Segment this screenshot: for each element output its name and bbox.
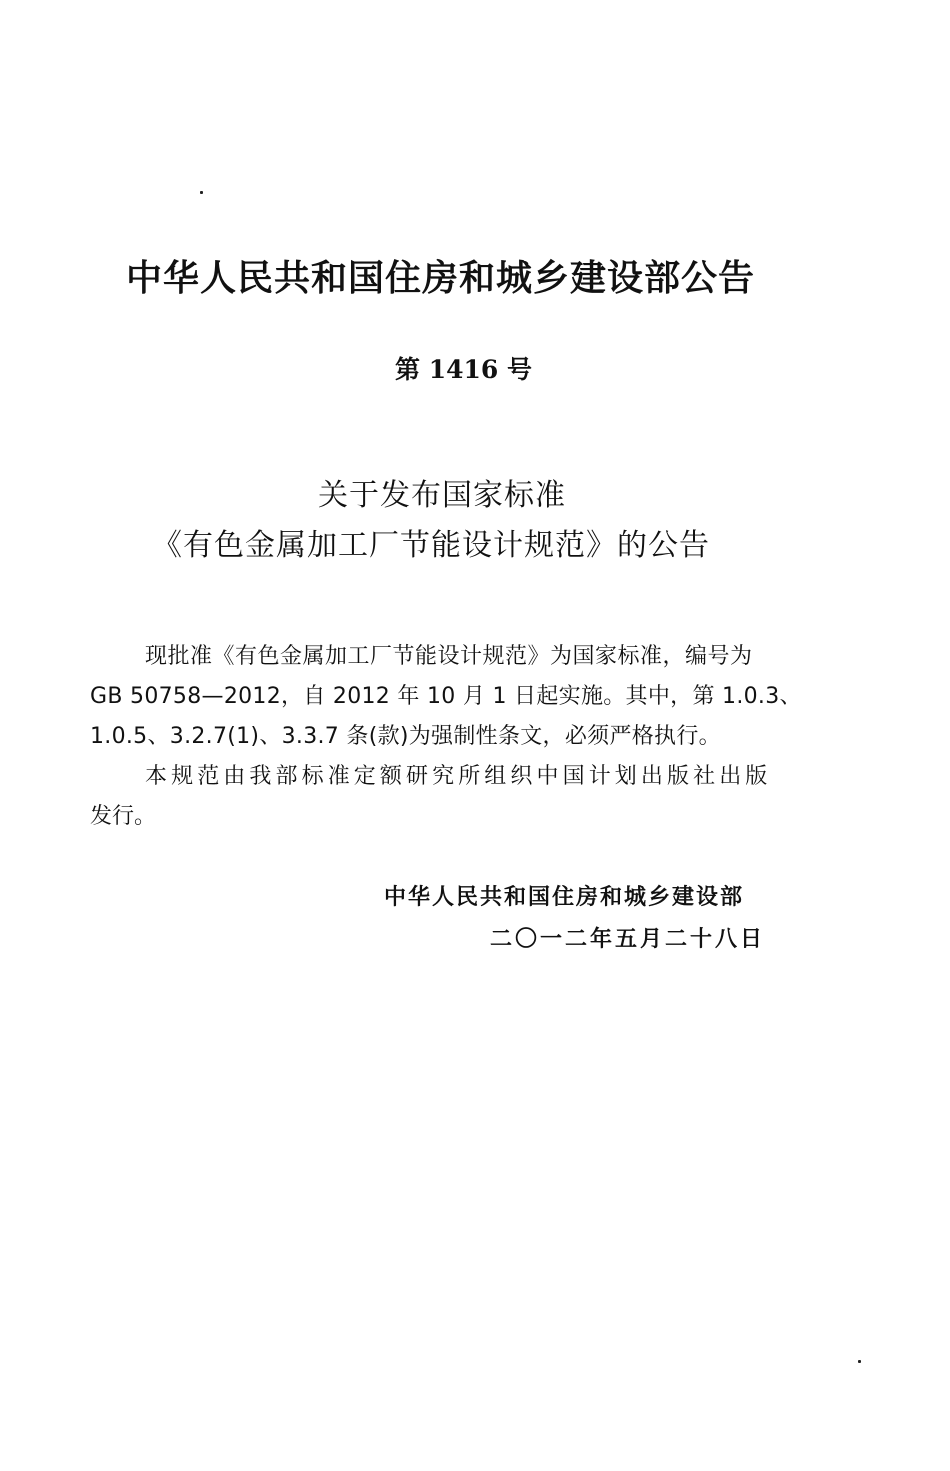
paragraph-2-line-2: 发行。 bbox=[90, 804, 157, 829]
paragraph-1-line-3: 1.0.5、3.2.7(1)、3.3.7 条(款)为强制性条文，必须严格执行。 bbox=[90, 724, 721, 749]
announcement-title: 中华人民共和国住房和城乡建设部公告 bbox=[126, 258, 756, 299]
paragraph-1-line-1: 现批准《有色金属加工厂节能设计规范》为国家标准，编号为 bbox=[145, 644, 753, 669]
paragraph-1-line-2: GB 50758—2012，自 2012 年 10 月 1 日起实施。其中，第 1.0.3、 bbox=[90, 684, 802, 709]
subject-line-1: 关于发布国家标准 bbox=[318, 478, 566, 513]
announcement-number: 第 1416 号 bbox=[395, 355, 532, 384]
subject-line-2: 《有色金属加工厂节能设计规范》的公告 bbox=[152, 528, 710, 563]
paragraph-2-line-1: 本规范由我部标准定额研究所组织中国计划出版社出版 bbox=[145, 764, 772, 789]
signature-date: 二〇一二年五月二十八日 bbox=[490, 927, 766, 952]
scan-speck bbox=[858, 1360, 861, 1363]
scan-speck bbox=[200, 191, 203, 194]
signature-organization: 中华人民共和国住房和城乡建设部 bbox=[384, 885, 745, 910]
